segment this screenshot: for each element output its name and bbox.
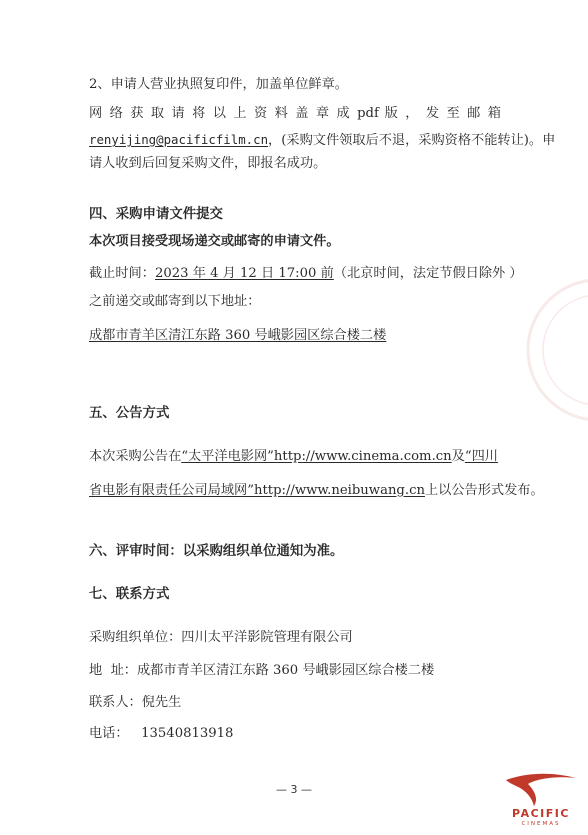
requirement-2: 2、申请人营业执照复印件，加盖单位鲜章。 (89, 77, 348, 92)
announcement-prefix: 本次采购公告在 (89, 449, 182, 464)
contact-phone: 电话： 13540813918 (89, 726, 234, 741)
intranet-website: 省电影有限责任公司局域网”http://www.neibuwang.cn (89, 483, 425, 498)
contact-person: 联系人：倪先生 (89, 695, 182, 710)
submission-address: 成都市青羊区清江东路 360 号峨影园区综合楼二楼 (89, 328, 387, 343)
announcement-suffix: 上以公告形式发布。 (424, 483, 544, 498)
pacific-cinemas-logo (498, 770, 584, 832)
email-address: renyijing@pacificfilm.cn (89, 132, 269, 147)
deadline-line (89, 265, 523, 283)
announcement-and: 及 (451, 449, 465, 464)
section-5-title: 五、公告方式 (89, 406, 170, 421)
section-7-title: 七、联系方式 (89, 587, 170, 602)
online-instruction-line2-rest: ，(采购文件领取后不退，采购资格不能转让)。申 (268, 133, 556, 148)
logo-swoosh-icon (498, 770, 584, 808)
section-6-title: 六、评审时间：以采购组织单位通知为准。 (89, 544, 344, 559)
deadline-value: 2023 年 4 月 12 日 17:00 前 (154, 266, 334, 281)
cinema-website: “太平洋电影网”http://www.cinema.com.cn (181, 449, 452, 464)
announcement-line1-tail: “四川 (464, 449, 498, 464)
online-instruction-line2 (89, 131, 555, 150)
deadline-line-2: 之前递交或邮寄到以下地址： (89, 294, 261, 309)
logo-name: PACIFIC (512, 807, 570, 820)
logo-subtitle: CINEMAS (521, 821, 561, 827)
contact-organization: 采购组织单位：四川太平洋影院管理有限公司 (89, 630, 353, 645)
deadline-label: 截止时间： (89, 266, 155, 281)
announcement-line2 (89, 482, 544, 500)
deadline-note: （北京时间，法定节假日除外 ） (333, 266, 523, 281)
online-instruction-line1: 网 络 获 取 请 将 以 上 资 料 盖 章 成 pdf 版 ， 发 至 邮 箱 (89, 106, 501, 121)
online-instruction-line3: 请人收到后回复采购文件，即报名成功。 (89, 156, 327, 171)
page-number: — 3 — (276, 783, 312, 796)
section-4-paragraph: 本次项目接受现场递交或邮寄的申请文件。 (89, 234, 340, 249)
section-4-title: 四、采购申请文件提交 (89, 207, 223, 222)
contact-address: 地 址：成都市青羊区清江东路 360 号峨影园区综合楼二楼 (89, 663, 435, 678)
announcement-line1 (89, 448, 498, 466)
